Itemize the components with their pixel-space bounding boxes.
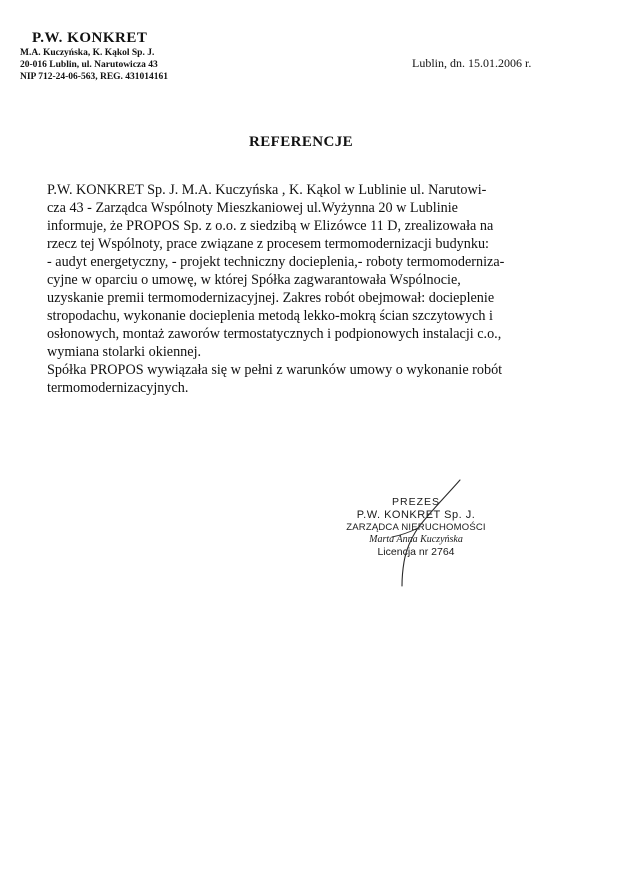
body-line: P.W. KONKRET Sp. J. M.A. Kuczyńska , K. Kąkol w Lublinie ul. Narutowi- [47, 182, 487, 198]
handwritten-signature [380, 478, 470, 588]
stamp-company: P.W. KONKRET Sp. J. [356, 509, 476, 521]
body-line: rzecz tej Wspólnoty, prace związane z procesem termomodernizacji budynku: [47, 236, 489, 252]
stamp-title: ZARZĄDCA NIERUCHOMOŚCI [346, 522, 486, 533]
document-title: REFERENCJE [249, 134, 354, 150]
body-line: osłonowych, montaż zaworów termostatycznych i podpionowych instalacji c.o., [47, 326, 502, 342]
body-line: informuje, że PROPOS Sp. z o.o. z siedzibą w Elizówce 11 D, zrealizowała na [47, 218, 494, 234]
stamp-person: Marta Anna Kuczyńska [369, 534, 463, 545]
company-name: P.W. KONKRET [32, 30, 148, 46]
body-line: cyjne w oparciu o umowę, w której Spółka zagwarantowała Wspólnocie, [47, 272, 461, 288]
stamp-role: PREZES [391, 496, 440, 508]
body-line: cza 43 - Zarządca Wspólnoty Mieszkaniowej ul.Wyżynna 20 w Lublinie [47, 200, 458, 216]
body-line: wymiana stolarki okiennej. [47, 344, 202, 360]
company-owners: M.A. Kuczyńska, K. Kąkol Sp. J. [20, 48, 155, 58]
company-address: 20-016 Lublin, ul. Narutowicza 43 [20, 60, 158, 70]
body-line: Spółka PROPOS wywiązała się w pełni z warunków umowy o wykonanie robót [47, 362, 503, 378]
body-line: termomodernizacyjnych. [47, 380, 189, 396]
body-line: stropodachu, wykonanie docieplenia metodą lekko-mokrą ścian szczytowych i [47, 308, 493, 324]
company-ids: NIP 712-24-06-563, REG. 431014161 [20, 72, 169, 82]
letter-date: Lublin, dn. 15.01.2006 r. [412, 56, 532, 70]
body-line: uzyskanie premii termomodernizacyjnej. Zakres robót obejmował: docieplenie [47, 290, 495, 306]
letter-body [47, 181, 567, 397]
letterhead [20, 30, 220, 83]
stamp-license: Licencja nr 2764 [377, 546, 455, 558]
body-line: - audyt energetyczny, - projekt techniczny docieplenia,- roboty termomoderniza- [47, 254, 505, 270]
